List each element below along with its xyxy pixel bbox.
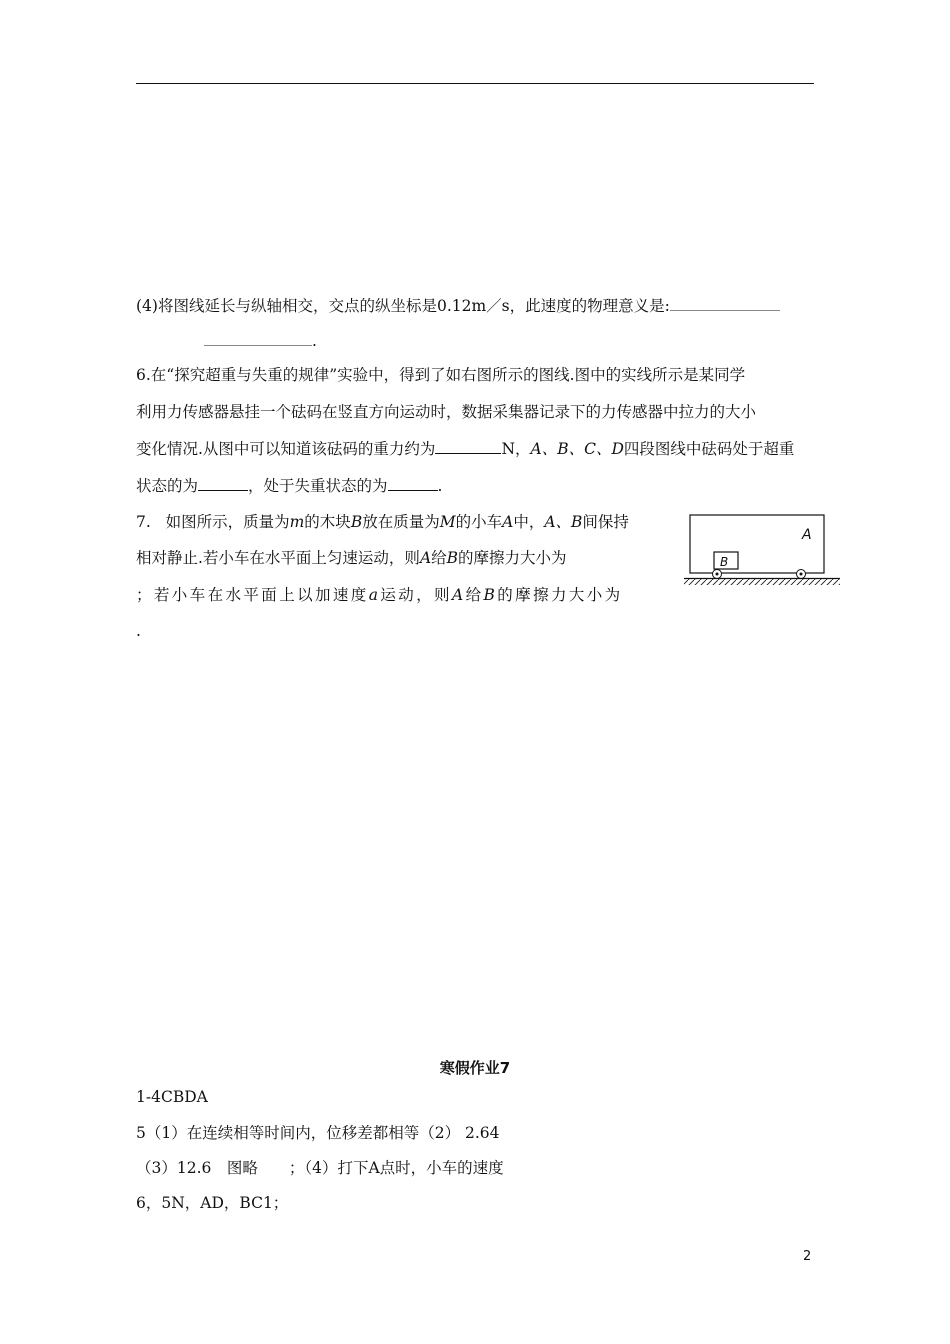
q5-part4: (4)将图线延长与纵轴相交，交点的纵坐标是0.12m／s，此速度的物理意义是: [136, 296, 780, 316]
answers-heading: 寒假作业7 [439, 1059, 511, 1077]
answer-blank [198, 476, 248, 491]
q6-line4: 状态的为 ，处于失重状态的为 . [136, 477, 443, 495]
cart-diagram [682, 508, 842, 592]
answer-blank [670, 296, 780, 311]
q7-line1: 7. 如图所示，质量为m的木块B放在质量为M的小车A中，A、B间保持 [136, 513, 629, 531]
answer-line-4: 6，5N，AD，BC1； [136, 1194, 289, 1212]
wheel-left-hub [716, 573, 719, 576]
q6-line2: 利用力传感器悬挂一个砝码在竖直方向运动时，数据采集器记录下的力传感器中拉力的大小 [136, 403, 757, 421]
ground-hatching [684, 579, 840, 585]
q7-line2: 相对静止.若小车在水平面上匀速运动，则A给B的摩擦力大小为 [136, 549, 567, 567]
answer-blank [204, 331, 312, 346]
q6-line3: 变化情况.从图中可以知道该砝码的重力约为 N，A、B、C、D四段图线中砝码处于超重 [136, 440, 795, 458]
wheel-right-hub [800, 573, 803, 576]
q5-part4-continued: . [204, 331, 317, 351]
header-rule [136, 83, 814, 84]
answer-line-2: 5（1）在连续相等时间内，位移差都相等（2） 2.64 [136, 1124, 500, 1142]
q6-line1: 6.在“探究超重与失重的规律”实验中，得到了如右图所示的图线.图中的实线所示是某同学 [136, 366, 746, 384]
q7-line4: . [136, 622, 141, 640]
label-A: A [802, 527, 812, 543]
cart-body [690, 515, 824, 573]
answer-blank [435, 439, 501, 454]
answer-line-3: （3）12.6 图略 ；（4）打下A点时，小车的速度 [136, 1159, 504, 1177]
answer-blank [388, 476, 438, 491]
page-number: 2 [803, 1249, 812, 1264]
label-B: B [720, 555, 729, 569]
q7-line3: ；若小车在水平面上以加速度a运动，则A给B的摩擦力大小为 [136, 586, 623, 604]
answer-line-1: 1-4CBDA [136, 1088, 208, 1106]
